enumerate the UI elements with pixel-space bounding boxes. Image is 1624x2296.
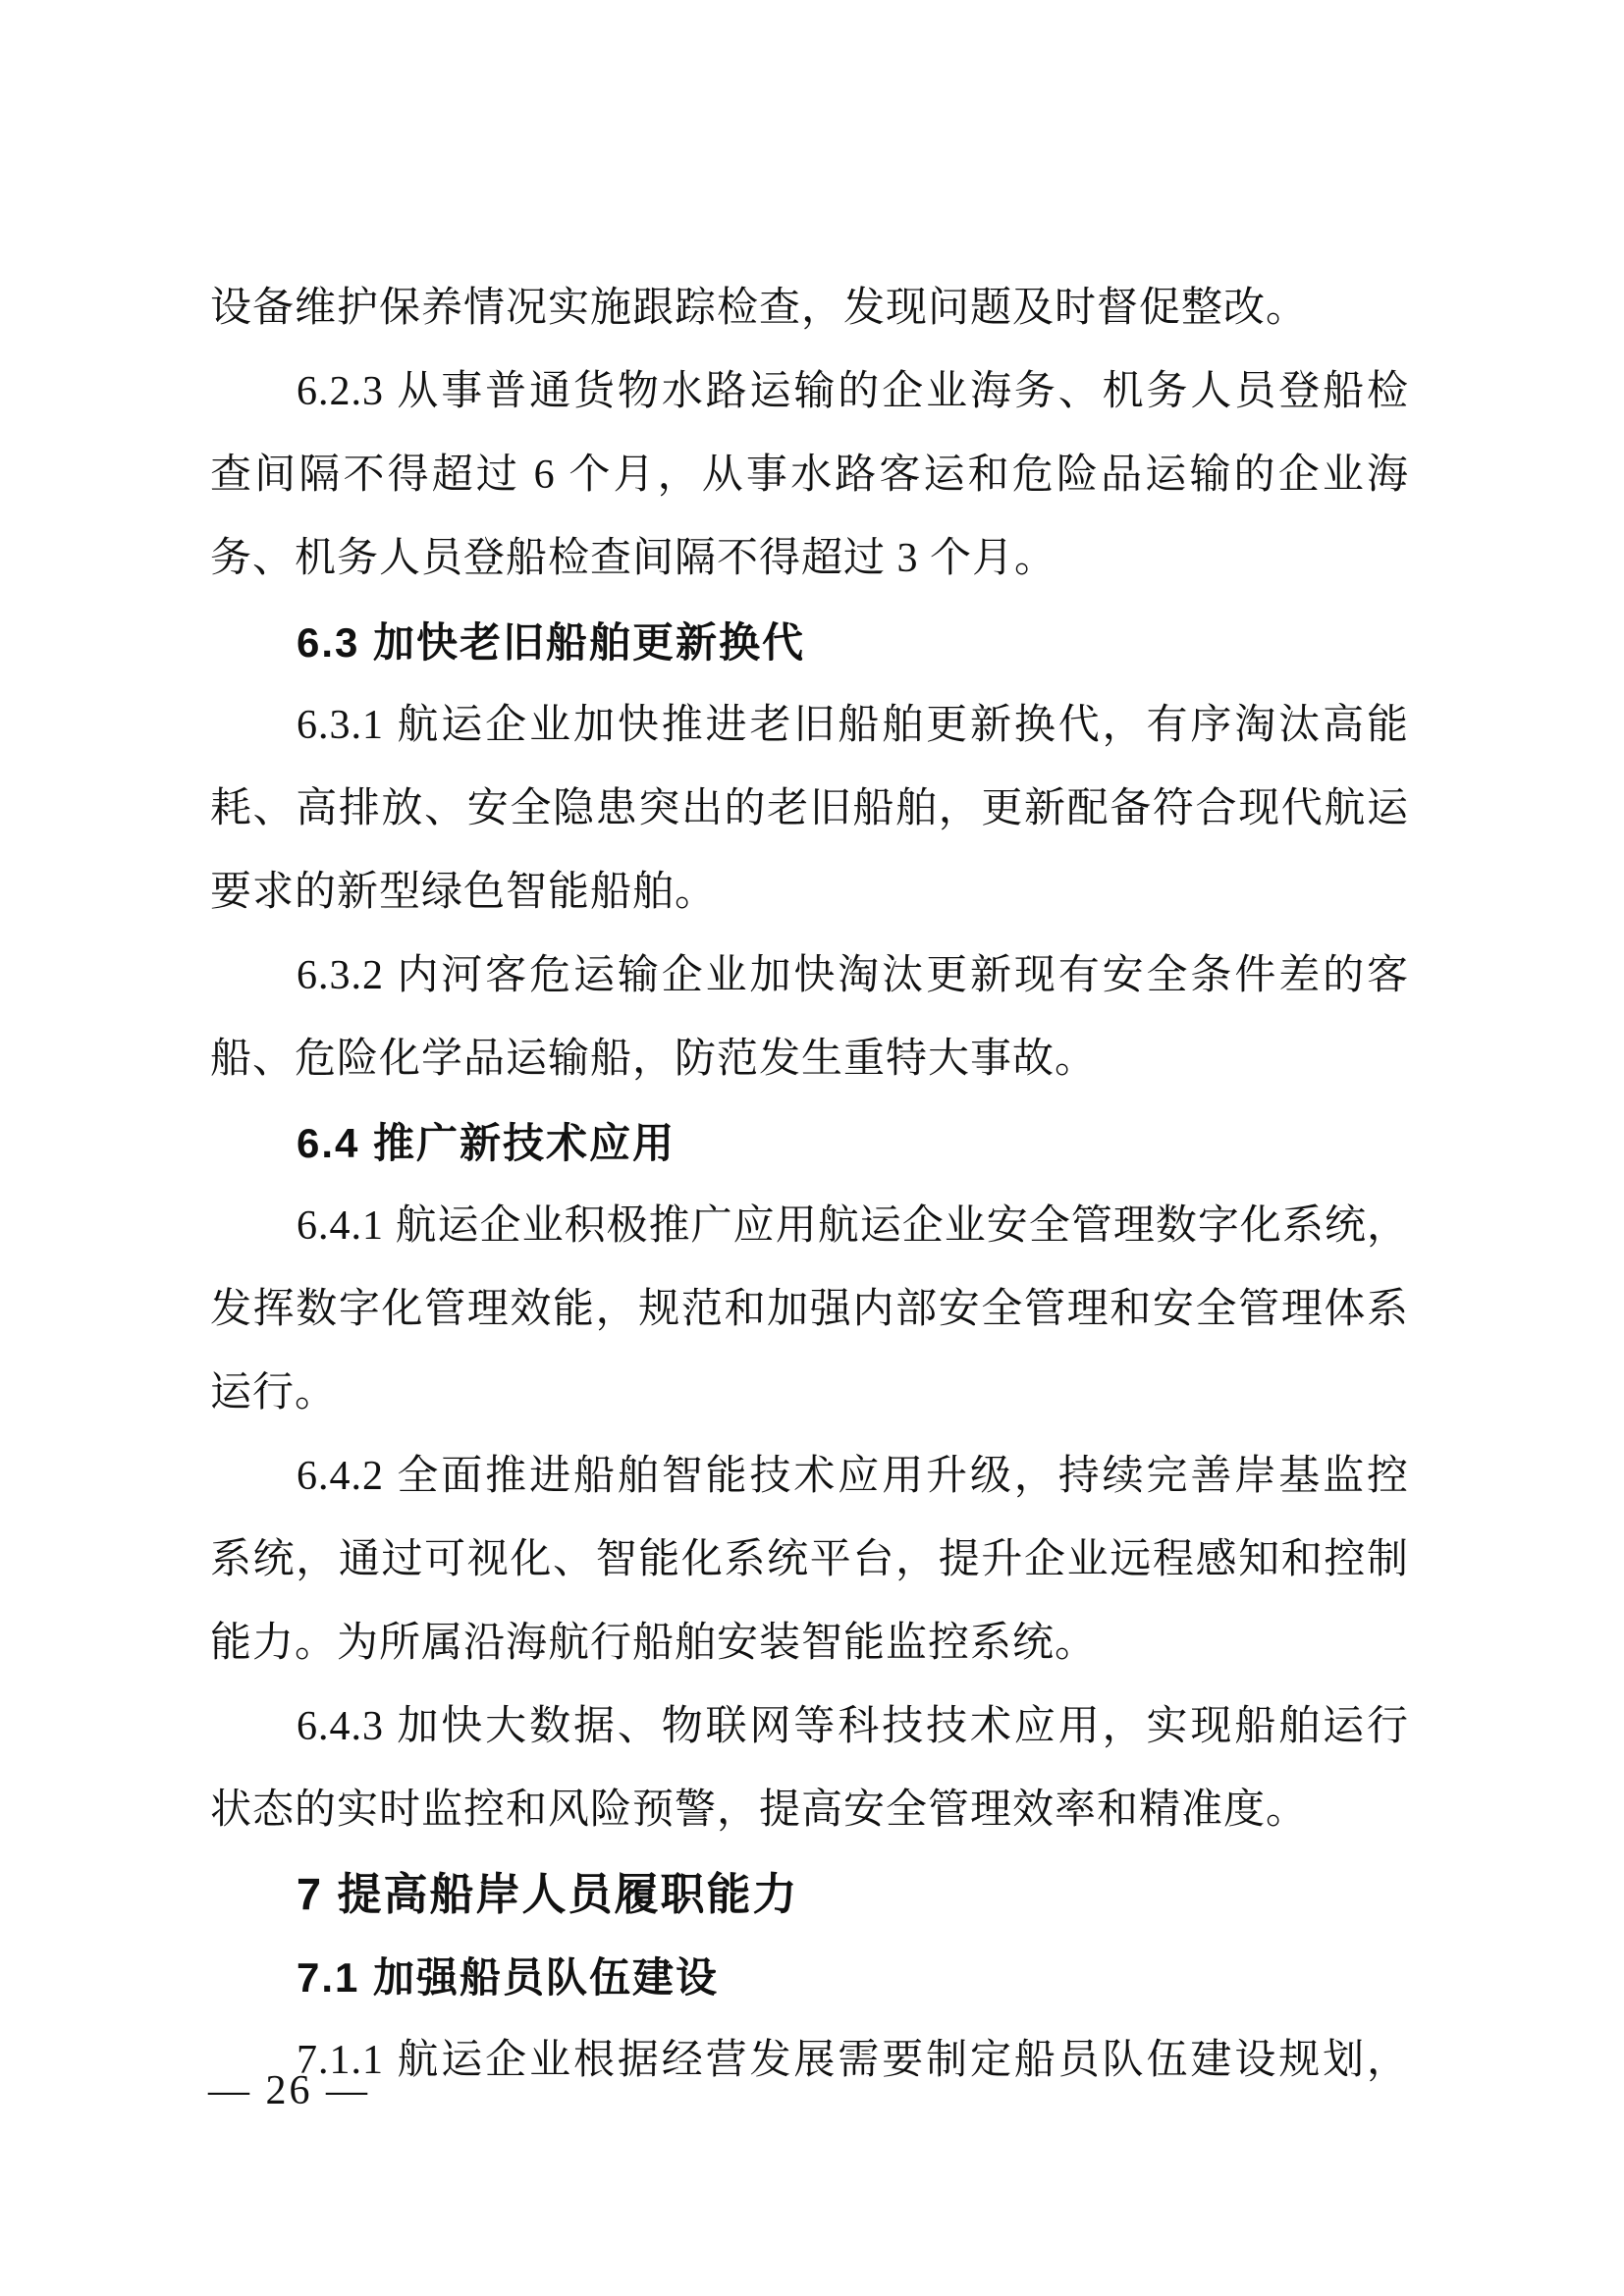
body-line: 耗、高排放、安全隐患突出的老旧船舶，更新配备符合现代航运 [210, 786, 1409, 831]
heading-7: 7 提高船岸人员履职能力 [297, 1869, 799, 1919]
body-line: 6.4.3 加快大数据、物联网等科技技术应用，实现船舶运行 [297, 1704, 1409, 1749]
body-line: 查间隔不得超过 6 个月，从事水路客运和危险品运输的企业海 [210, 453, 1409, 498]
document-text-block [210, 267, 1409, 2103]
body-line: 7.1.1 航运企业根据经营发展需要制定船员队伍建设规划， [297, 2038, 1409, 2083]
heading-6-3: 6.3 加快老旧船舶更新换代 [297, 619, 806, 666]
body-line: 6.4.2 全面推进船舶智能技术应用升级，持续完善岸基监控 [297, 1454, 1409, 1499]
body-line: 能力。为所属沿海航行船舶安装智能监控系统。 [210, 1621, 1098, 1666]
body-line: 状态的实时监控和风险预警，提高安全管理效率和精准度。 [210, 1788, 1309, 1833]
body-line: 6.2.3 从事普通货物水路运输的企业海务、机务人员登船检 [297, 369, 1409, 414]
body-line: 6.3.2 内河客危运输企业加快淘汰更新现有安全条件差的客 [297, 953, 1409, 998]
body-line: 系统，通过可视化、智能化系统平台，提升企业远程感知和控制 [210, 1537, 1409, 1582]
body-line: 要求的新型绿色智能船舶。 [210, 870, 718, 915]
body-line: 发挥数字化管理效能，规范和加强内部安全管理和安全管理体系 [210, 1287, 1409, 1332]
body-line: 6.4.1 航运企业积极推广应用航运企业安全管理数字化系统， [297, 1203, 1409, 1249]
body-line: 船、危险化学品运输船，防范发生重特大事故。 [210, 1037, 1098, 1082]
body-line: 务、机务人员登船检查间隔不得超过 3 个月。 [210, 536, 1057, 581]
body-line: 设备维护保养情况实施跟踪检查，发现问题及时督促整改。 [210, 286, 1309, 331]
heading-6-4: 6.4 推广新技术应用 [297, 1120, 677, 1166]
body-line: 6.3.1 航运企业加快推进老旧船舶更新换代，有序淘汰高能 [297, 703, 1409, 748]
heading-7-1: 7.1 加强船员队伍建设 [297, 1954, 720, 2001]
page-number: — 26 — [208, 2068, 370, 2113]
body-line: 运行。 [210, 1370, 338, 1415]
